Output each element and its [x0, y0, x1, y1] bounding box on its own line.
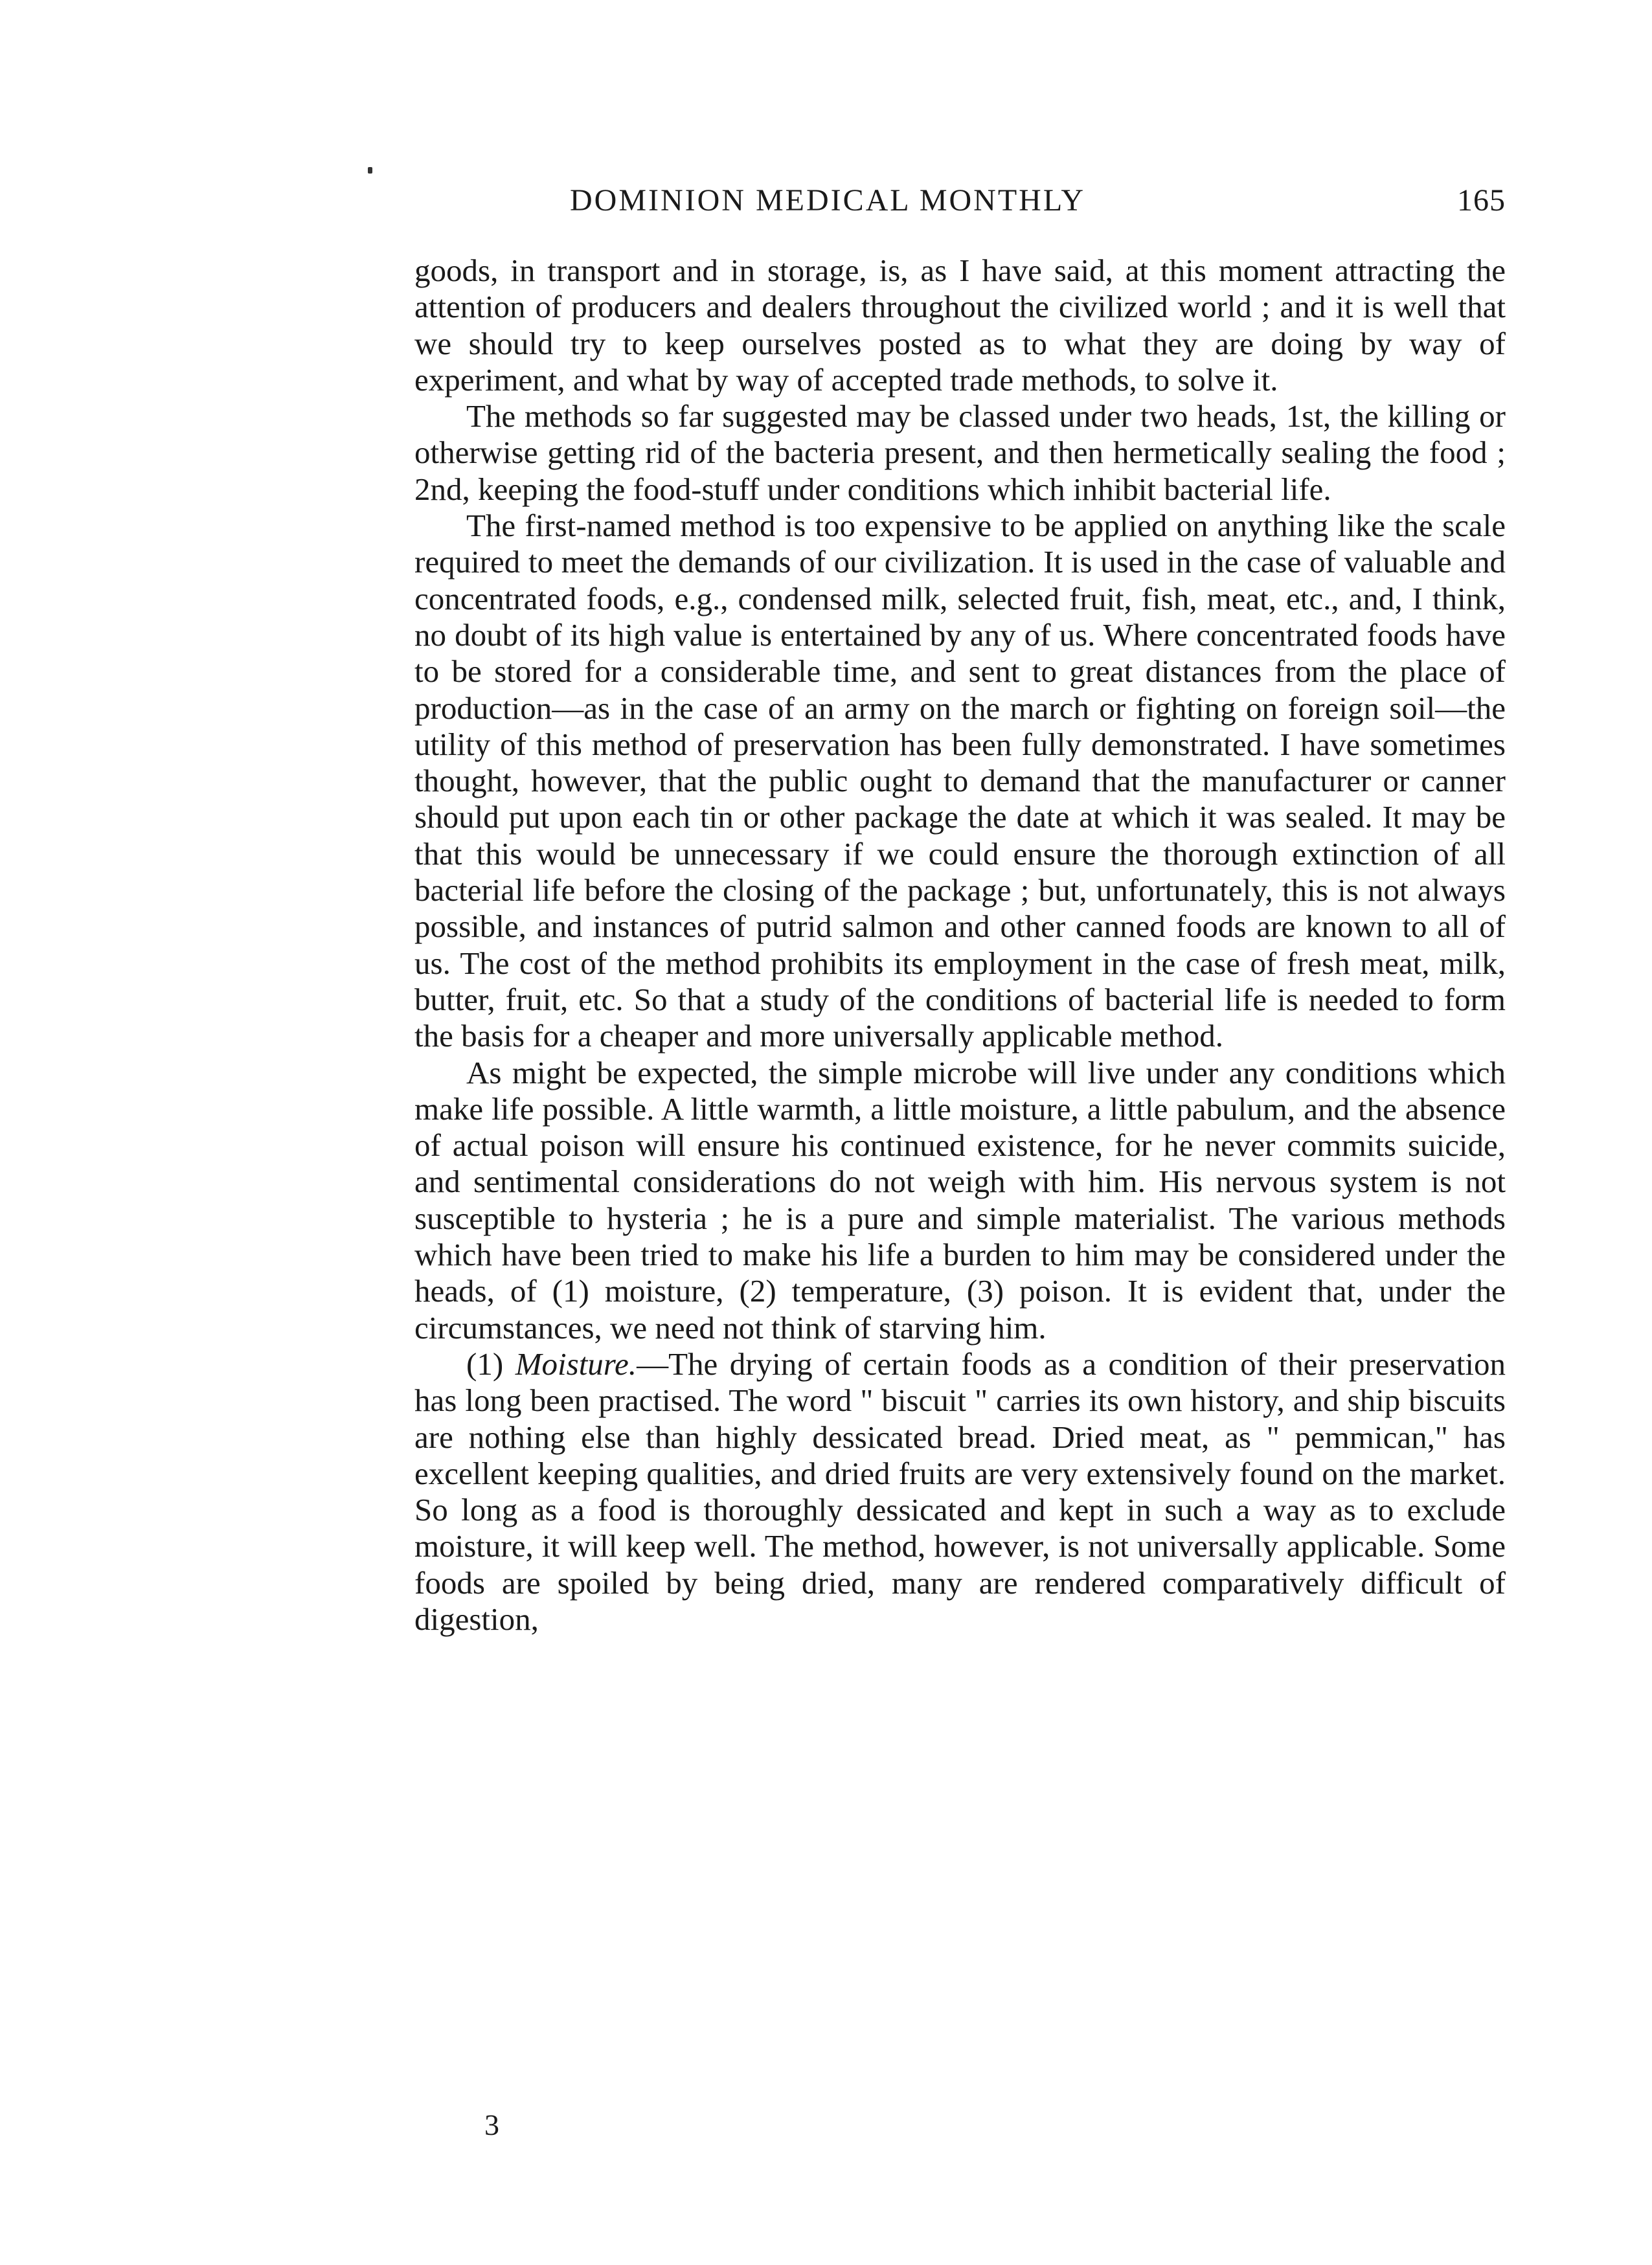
paragraph: goods, in transport and in storage, is, as I have said, at this moment attracting the attention of producers and dealers throughout the civilized world ; and it is well that we should try to keep ourselves posted as to what they are doing by way of experiment, and what by way of accepted trade methods, to solve it.: [414, 253, 1506, 398]
paragraph: As might be expected, the simple microbe will live under any conditions which make life possible. A little warmth, a little moisture, a little pabulum, and the absence of actual poison will ensure his continued existence, for he never commits suicide, and sentimental considerations do not weigh with him. His nervous system is not susceptible to hysteria ; he is a pure and simple materialist. The various methods which have been tried to make his life a burden to him may be considered under the heads, of (1) moisture, (2) temperature, (3) poison. It is evident that, under the circumstances, we need not think of starving him.: [414, 1054, 1506, 1346]
section-number: (1): [466, 1346, 515, 1382]
signature-mark: 3: [484, 2108, 499, 2141]
page-number: 165: [1457, 183, 1506, 218]
paragraph: The first-named method is too expensive to be applied on anything like the scale required to meet the demands of our civilization. It is used in the case of valuable and concentrated foods, e.g., condensed milk, selected fruit, fish, meat, etc., and, I think, no doubt of its high value is entertained by any of us. Where concentrated foods have to be stored for a considerable time, and sent to great distances from the place of production—as in the case of an army on the march or fighting on foreign soil—the utility of this method of preservation has been fully demonstrated. I have sometimes thought, however, that the public ought to demand that the manufacturer or canner should put upon each tin or other package the date at which it was sealed. It may be that this would be unnecessary if we could ensure the thorough extinction of all bacterial life before the closing of the package ; but, unfortunately, this is not always possible, and instances of putrid salmon and other canned foods are known to all of us. The cost of the method prohibits its employment in the case of fresh meat, milk, butter, fruit, etc. So that a study of the conditions of bacterial life is needed to form the basis for a cheaper and more universally applicable method.: [414, 508, 1506, 1054]
paragraph-moisture: [414, 1346, 1506, 1638]
running-title: DOMINION MEDICAL MONTHLY: [570, 183, 1086, 218]
ink-speck: [368, 167, 372, 174]
section-text: —The drying of certain foods as a condition of their preservation has long been practised. The word " biscuit " carries its own history, and ship biscuits are nothing else than highly dessicated bread. Dried meat, as " pemmican," has excellent keeping qualities, and dried fruits are very extensively found on the market. So long as a food is thoroughly dessicated and kept in such a way as to exclude moisture, it will keep well. The method, however, is not universally applicable. Some foods are spoiled by being dried, many are rendered comparatively difficult of digestion,: [414, 1346, 1506, 1637]
paragraph: The methods so far suggested may be classed under two heads, 1st, the killing or otherwise getting rid of the bacteria present, and then hermetically sealing the food ; 2nd, keeping the food-stuff under conditions which inhibit bacterial life.: [414, 398, 1506, 507]
page-header: [414, 183, 1506, 228]
body-text: [414, 253, 1506, 1638]
section-heading: Moisture.: [515, 1346, 637, 1382]
